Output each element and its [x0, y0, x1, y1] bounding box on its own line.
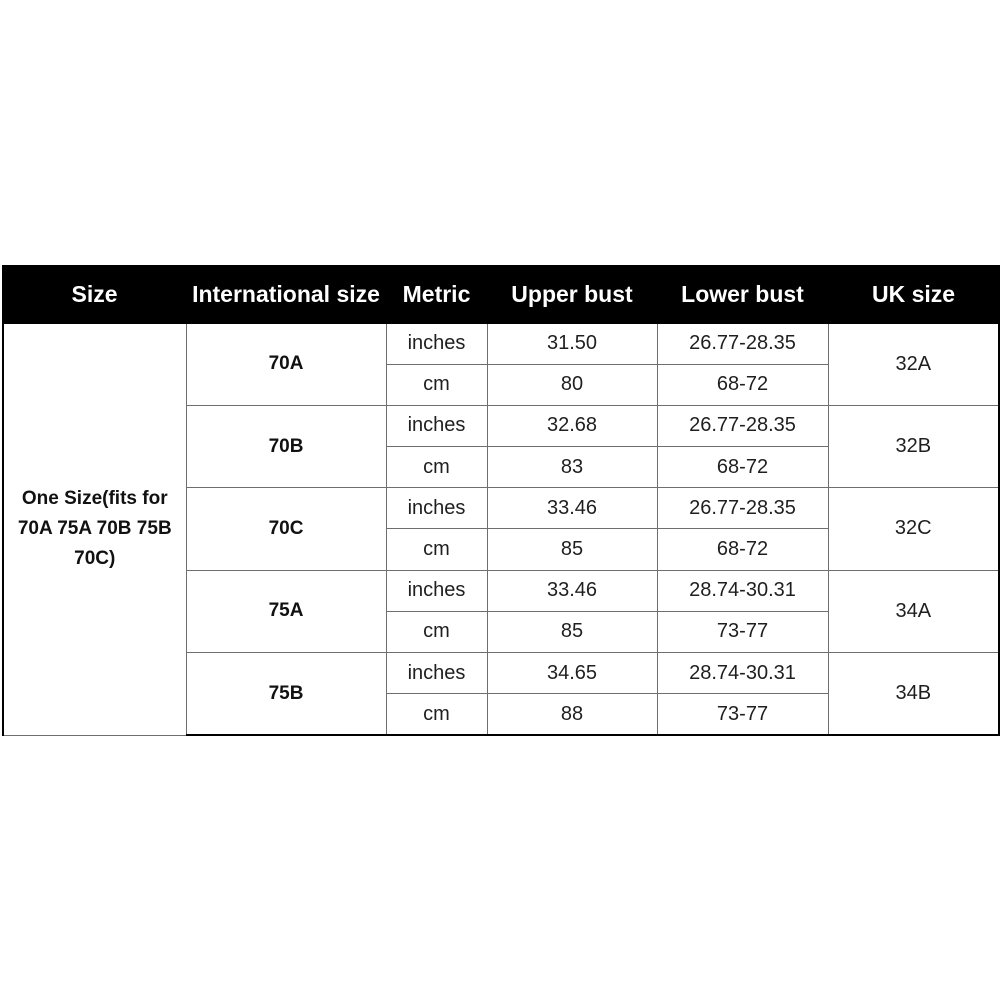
metric-cell: inches — [386, 488, 487, 529]
header-international-size: International size — [186, 266, 386, 323]
lower-bust-cell: 26.77-28.35 — [657, 405, 828, 446]
international-size-cell: 75B — [186, 653, 386, 736]
international-size-cell: 70A — [186, 323, 386, 405]
uk-size-cell: 32C — [828, 488, 999, 570]
uk-size-cell: 32B — [828, 405, 999, 487]
metric-cell: inches — [386, 653, 487, 694]
metric-cell: inches — [386, 405, 487, 446]
international-size-cell: 75A — [186, 570, 386, 652]
international-size-cell: 70C — [186, 488, 386, 570]
upper-bust-cell: 85 — [487, 529, 657, 570]
lower-bust-cell: 26.77-28.35 — [657, 488, 828, 529]
lower-bust-cell: 68-72 — [657, 447, 828, 488]
lower-bust-cell: 28.74-30.31 — [657, 653, 828, 694]
header-metric: Metric — [386, 266, 487, 323]
upper-bust-cell: 33.46 — [487, 570, 657, 611]
table-header-row — [3, 266, 999, 323]
international-size-cell: 70B — [186, 405, 386, 487]
upper-bust-cell: 88 — [487, 694, 657, 735]
upper-bust-cell: 32.68 — [487, 405, 657, 446]
metric-cell: cm — [386, 611, 487, 652]
metric-cell: cm — [386, 529, 487, 570]
size-chart-table — [2, 265, 1000, 736]
metric-cell: cm — [386, 364, 487, 405]
header-lower-bust: Lower bust — [657, 266, 828, 323]
upper-bust-cell: 31.50 — [487, 323, 657, 364]
one-size-cell — [3, 323, 186, 735]
upper-bust-cell: 80 — [487, 364, 657, 405]
upper-bust-cell: 85 — [487, 611, 657, 652]
metric-cell: inches — [386, 323, 487, 364]
table-row — [3, 323, 999, 364]
header-upper-bust: Upper bust — [487, 266, 657, 323]
upper-bust-cell: 34.65 — [487, 653, 657, 694]
metric-cell: cm — [386, 694, 487, 735]
uk-size-cell: 34B — [828, 653, 999, 736]
metric-cell: cm — [386, 447, 487, 488]
lower-bust-cell: 68-72 — [657, 529, 828, 570]
header-uk-size: UK size — [828, 266, 999, 323]
upper-bust-cell: 33.46 — [487, 488, 657, 529]
one-size-label: One Size(fits for 70A 75A 70B 75B 70C) — [17, 488, 172, 570]
lower-bust-cell: 73-77 — [657, 611, 828, 652]
lower-bust-cell: 28.74-30.31 — [657, 570, 828, 611]
lower-bust-cell: 26.77-28.35 — [657, 323, 828, 364]
lower-bust-cell: 68-72 — [657, 364, 828, 405]
metric-cell: inches — [386, 570, 487, 611]
lower-bust-cell: 73-77 — [657, 694, 828, 735]
upper-bust-cell: 83 — [487, 447, 657, 488]
header-size: Size — [3, 266, 186, 323]
uk-size-cell: 32A — [828, 323, 999, 405]
uk-size-cell: 34A — [828, 570, 999, 652]
